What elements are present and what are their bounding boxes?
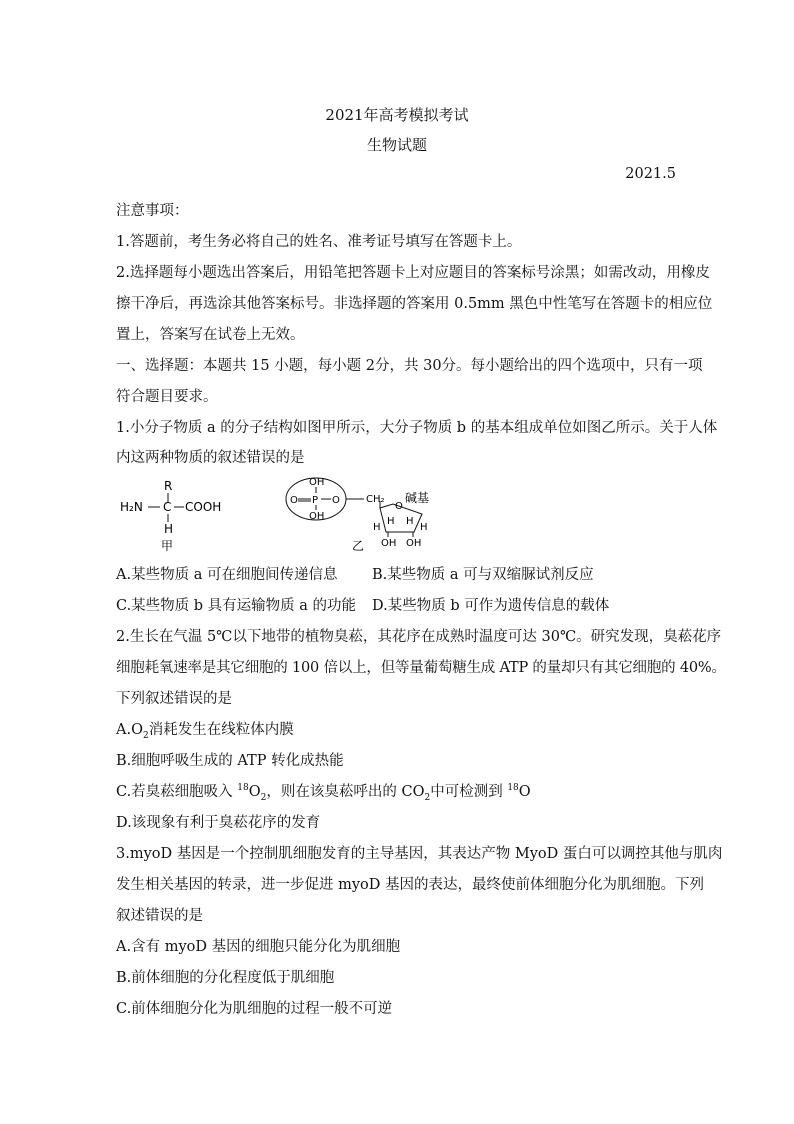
notes-item-2-line-3: 置上，答案写在试卷上无效。 [116, 327, 305, 343]
question-3-line-1: 3.myoD 基因是一个控制肌细胞发育的主导基因，其表达产物 MyoD 蛋白可以调控其他与肌肉 [116, 846, 723, 862]
q1-option-b: B.某些物质 a 可与双缩脲试剂反应 [372, 567, 594, 583]
question-2-line-1: 2.生长在气温 5℃以下地带的植物臭菘，其花序在成熟时温度可达 30℃。研究发现，臭菘花序 [116, 629, 722, 645]
question-3-line-3: 叙述错误的是 [116, 908, 203, 924]
q2-option-c-isotope-1: 18 [237, 783, 249, 794]
section-1-line-2: 符合题目要求。 [116, 389, 218, 405]
notes-item-2-line-2: 擦干净后，再选涂其他答案标号。非选择题的答案用 0.5mm 黑色中性笔写在答题卡的相应位 [116, 296, 713, 312]
q1-option-d: D.某些物质 b 可作为遗传信息的载体 [372, 598, 610, 614]
q2-option-c-subscript-1: 2 [260, 792, 267, 803]
question-3-line-2: 发生相关基因的转录，进一步促进 myoD 基因的表达，最终使前体细胞分化为肌细胞。下列 [116, 877, 705, 893]
q2-option-a-prefix: A.O [116, 722, 143, 738]
ring-h-3: H [406, 516, 414, 527]
phosphate-o-left: O [290, 495, 298, 506]
q2-option-a [116, 718, 686, 739]
phosphate-o-right: O [332, 495, 340, 506]
q1-option-c: C.某些物质 b 具有运输物质 a 的功能 [116, 598, 357, 614]
section-1-line-1: 一、选择题：本题共 15 小题，每小题 2分，共 30分。每小题给出的四个选项中，只有一项 [116, 358, 703, 374]
subject-title: 生物试题 [366, 136, 427, 154]
figure-amino-acid [118, 478, 248, 554]
base-label: 碱基 [405, 491, 430, 505]
question-1-line-1: 1.小分子物质 a 的分子结构如图甲所示，大分子物质 b 的基本组成单位如图乙所示。关于人体 [116, 420, 718, 436]
exam-title: 2021年高考模拟考试 [325, 106, 469, 124]
carboxyl-group: COOH [185, 500, 222, 514]
phosphorus-atom: P [312, 495, 319, 506]
ring-h-1: H [373, 522, 381, 533]
ring-h-2: H [387, 516, 395, 527]
q2-option-d: D.该现象有利于臭菘花序的发育 [116, 815, 321, 831]
q2-option-c-part-3: ，则在该臭菘呼出的 CO [266, 784, 425, 800]
q2-option-c-part-4: 中可检测到 [430, 784, 508, 800]
ch2-group: CH₂ [366, 494, 385, 505]
q2-option-c-subscript-2: 2 [424, 792, 431, 803]
amino-hydrogen: H [164, 522, 174, 536]
q2-option-a-text: 消耗发生在线粒体内膜 [148, 722, 294, 738]
q2-option-a-subscript: 2 [142, 730, 149, 741]
amino-group: H₂N [120, 500, 143, 514]
notes-heading: 注意事项： [116, 203, 189, 219]
phosphate-oh-top: OH [309, 477, 325, 488]
q3-option-c: C.前体细胞分化为肌细胞的过程一般不可逆 [116, 1001, 393, 1017]
figure-yi-label: 乙 [352, 539, 365, 553]
question-2-line-3: 下列叙述错误的是 [116, 691, 232, 707]
question-1-line-2: 内这两种物质的叙述错误的是 [116, 450, 305, 466]
q2-option-c-part-2: O [248, 784, 261, 800]
q2-option-b: B.细胞呼吸生成的 ATP 转化成热能 [116, 753, 344, 769]
ring-oh-2: OH [406, 538, 422, 549]
alpha-carbon: C [163, 500, 172, 514]
q2-option-c [116, 780, 686, 801]
q1-option-a: A.某些物质 a 可在细胞间传递信息 [116, 567, 338, 583]
q2-option-c-isotope-2: 18 [507, 783, 519, 794]
figure-jia-label: 甲 [161, 539, 174, 553]
q2-option-c-part-5: O [518, 784, 531, 800]
question-2-line-2: 细胞耗氧速率是其它细胞的 100 倍以上，但等量葡萄糖生成 ATP 的量却只有其它细胞的 40%。 [116, 660, 726, 676]
q3-option-a: A.含有 myoD 基因的细胞只能分化为肌细胞 [116, 939, 401, 955]
notes-item-1: 1.答题前，考生务必将自己的姓名、准考证号填写在答题卡上。 [116, 234, 522, 250]
exam-date: 2021.5 [625, 166, 676, 182]
ring-h-4: H [420, 522, 428, 533]
q2-option-c-part-1: C.若臭菘细胞吸入 [116, 784, 238, 800]
ring-oh-1: OH [381, 538, 397, 549]
ring-oxygen: O [395, 501, 403, 512]
notes-item-2-line-1: 2.选择题每小题选出答案后，用铅笔把答题卡上对应题目的答案标号涂黑；如需改动，用橡皮 [116, 265, 710, 281]
phosphate-oh-bottom: OH [309, 511, 325, 522]
figure-nucleotide [284, 474, 454, 554]
q3-option-b: B.前体细胞的分化程度低于肌细胞 [116, 970, 335, 986]
amino-r-group: R [164, 479, 173, 493]
